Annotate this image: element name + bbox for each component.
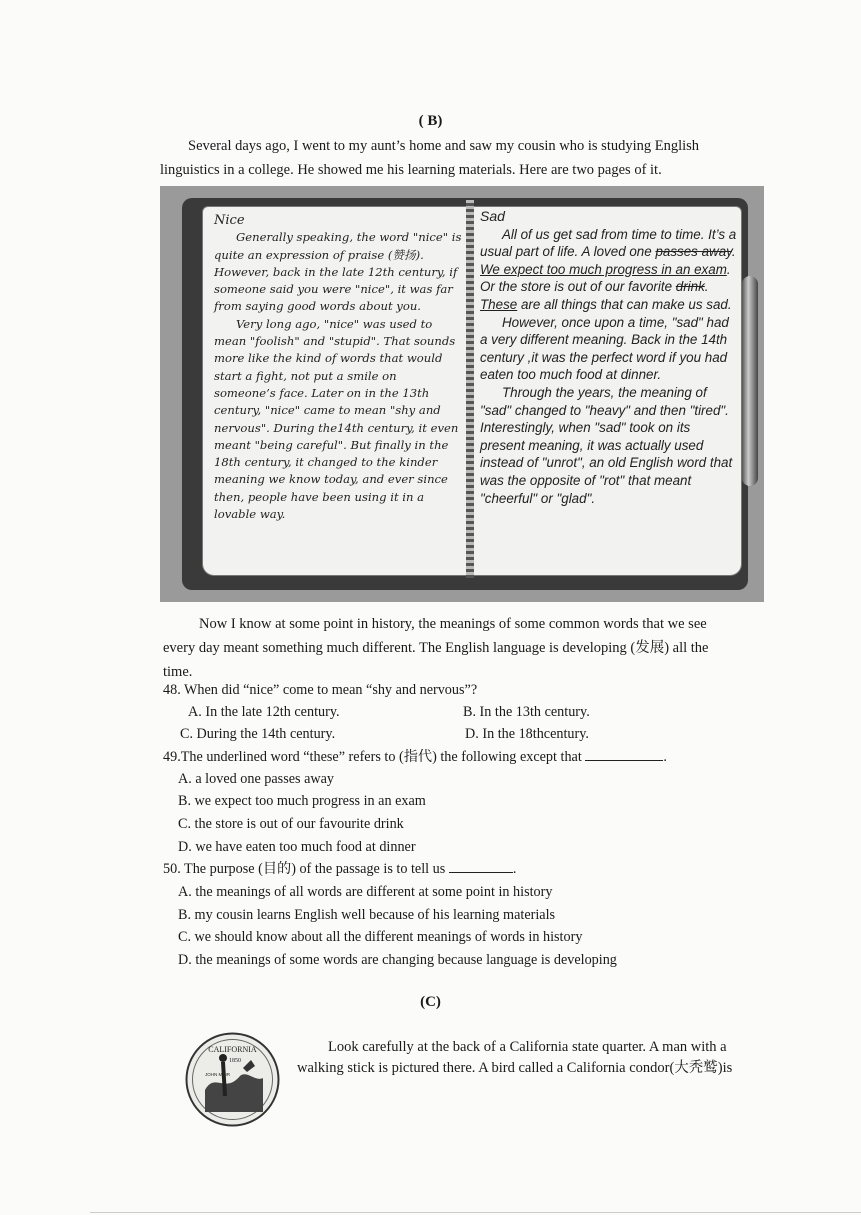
page-nice-paragraph-2: Very long ago, "nice" was used to mean "foolish" and "stupid". That sounds more like the kind of words that would start a fight, not put a smile on someone’s face. Later on in the 13th century, "nice" came to mean "shy and nervous". During the14th century, it even meant "being careful". But finally in the 18th century, it changed to the kinder meaning we know today, and ever since then, people have been using it in a lovable way. bbox=[214, 316, 459, 522]
question-50-option-c: C. we should know about all the different meanings of words in history bbox=[178, 929, 583, 945]
page-nice-paragraph-1: Generally speaking, the word "nice" is quite an expression of praise (赞扬). However, back in the late 12th century, if someone said you were "nice", it was far from saying good words about you. bbox=[214, 230, 462, 314]
coin-name: JOHN MUIR bbox=[205, 1072, 230, 1077]
question-48-stem: 48. When did “nice” come to mean “shy and nervous”? bbox=[163, 682, 478, 698]
page-sad-paragraph-2: However, once upon a time, "sad" had a very different meaning. Back in the 14th century ,it was the perfect word if you had eaten too much food at dinner. bbox=[480, 314, 729, 383]
page-sad-paragraph-1: All of us get sad from time to time. It’s a usual part of life. A loved one passes away. We expect too much progress in an exam. Or the store is out of our favorite drink. These are all things that can make us sad. bbox=[480, 226, 737, 312]
question-48-option-c: C. During the 14th century. bbox=[180, 726, 336, 742]
question-49-option-b: B. we expect too much progress in an exam bbox=[178, 793, 426, 809]
question-49-option-c: C. the store is out of our favourite drink bbox=[178, 816, 404, 832]
question-50-option-d: D. the meanings of some words are changing because language is developing bbox=[178, 952, 617, 968]
page-sad-title: Sad bbox=[480, 208, 505, 224]
question-50-blank bbox=[449, 860, 513, 873]
underlined-these: These bbox=[480, 296, 518, 312]
question-50-option-a: A. the meanings of all words are different at some point in history bbox=[178, 884, 553, 900]
intro-line-1: Several days ago, I went to my aunt’s home and saw my cousin who is studying English bbox=[188, 138, 700, 154]
california-quarter-image bbox=[185, 1032, 280, 1127]
page-sad-text bbox=[480, 208, 738, 507]
intro-paragraph bbox=[160, 134, 740, 182]
section-c-line-2: walking stick is pictured there. A bird called a California condor(大秃鹫)is bbox=[297, 1060, 733, 1076]
question-48-option-b: B. In the 13th century. bbox=[463, 704, 590, 720]
outro-line-1: Now I know at some point in history, the meanings of some common words that we see bbox=[199, 616, 707, 632]
question-49-blank bbox=[585, 748, 663, 761]
question-50-stem: 50. The purpose (目的) of the passage is to tell us . bbox=[163, 861, 517, 877]
section-c-line-1: Look carefully at the back of a California state quarter. A man with a bbox=[328, 1039, 727, 1055]
coin-top-text: CALIFORNIA bbox=[208, 1045, 257, 1054]
book-photo bbox=[160, 186, 764, 602]
intro-line-2: linguistics in a college. He showed me his learning materials. Here are two pages of it. bbox=[160, 162, 662, 178]
section-c-heading: (C) bbox=[420, 994, 441, 1010]
question-48-option-d: D. In the 18thcentury. bbox=[465, 726, 589, 742]
question-49-option-a: A. a loved one passes away bbox=[178, 771, 335, 787]
pen bbox=[742, 276, 758, 486]
outro-line-3: time. bbox=[163, 664, 193, 680]
page-nice-text bbox=[214, 212, 462, 523]
question-49-stem: 49.The underlined word “these” refers to (指代) the following except that . bbox=[163, 749, 667, 765]
outro-paragraph bbox=[163, 612, 745, 684]
page-sad-paragraph-3: Through the years, the meaning of "sad" changed to "heavy" and then "tired". Interestingly, when "sad" took on its present meaning, it was actually used instead of "unrot", an old English word that was the opposite of "rot" that meant "cheerful" or "glad". bbox=[480, 384, 733, 506]
question-49-option-d: D. we have eaten too much food at dinner bbox=[178, 839, 416, 855]
page-nice-title: Nice bbox=[214, 213, 245, 228]
coin-year: 1850 bbox=[229, 1058, 241, 1064]
question-50-option-b: B. my cousin learns English well because of his learning materials bbox=[178, 907, 556, 923]
question-48-option-a: A. In the late 12th century. bbox=[188, 704, 340, 720]
outro-line-2: every day meant something much different. The English language is developing (发展) all the bbox=[163, 640, 709, 656]
page-bottom-rule bbox=[90, 1212, 861, 1213]
book-spiral-binding bbox=[466, 200, 474, 578]
section-b-heading: ( B) bbox=[418, 113, 443, 129]
